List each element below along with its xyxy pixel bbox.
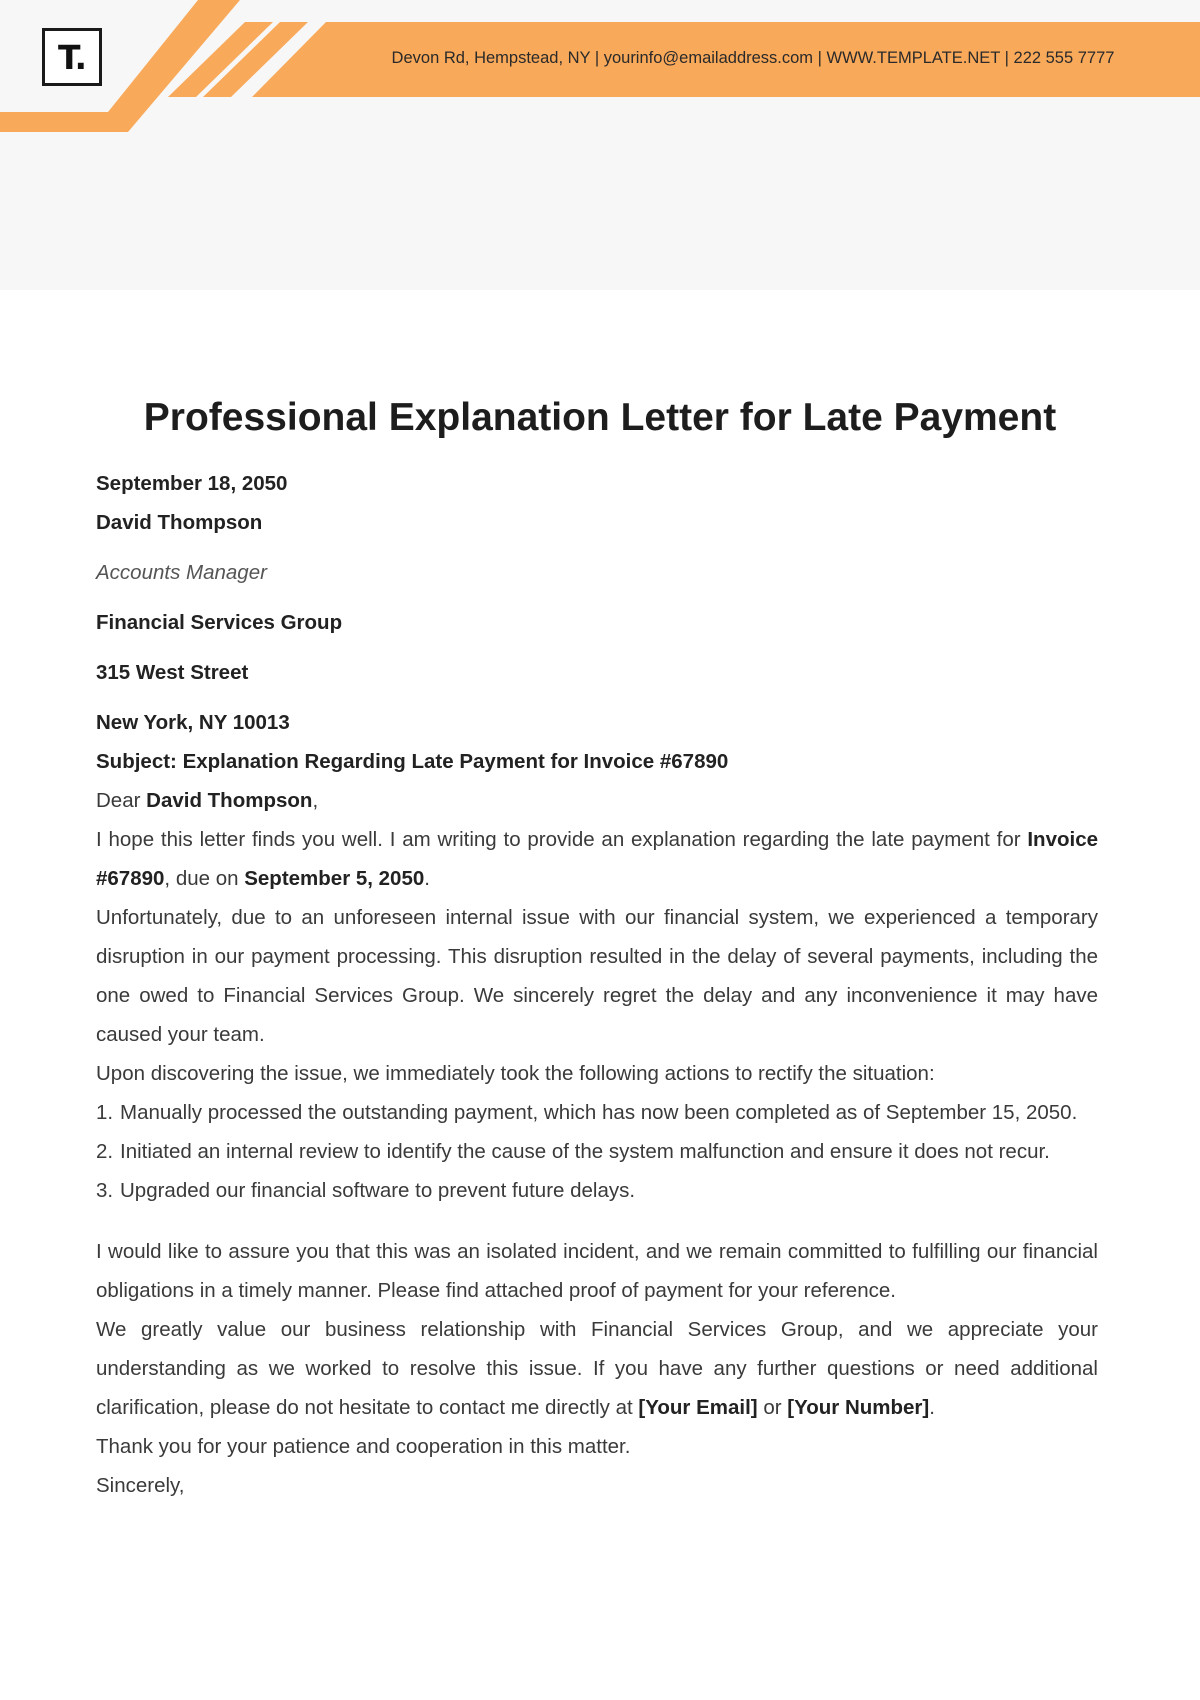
paragraph-6: Thank you for your patience and cooperation in this matter. bbox=[96, 1435, 631, 1458]
salutation-suffix: , bbox=[312, 789, 319, 812]
invoice-number: Invoice #67890 bbox=[96, 828, 1098, 890]
document-title: Professional Explanation Letter for Late Payment bbox=[143, 396, 1057, 439]
intro-paragraph bbox=[96, 820, 1098, 898]
header-decoration bbox=[0, 0, 1200, 140]
list-item bbox=[96, 1132, 1102, 1171]
contact-number-placeholder: [Your Number] bbox=[787, 1396, 930, 1419]
company-logo bbox=[42, 28, 102, 86]
list-item bbox=[96, 1093, 1102, 1132]
recipient-street: 315 West Street bbox=[96, 661, 249, 684]
salutation-name: David Thompson bbox=[146, 789, 313, 812]
actions-list bbox=[96, 1093, 1098, 1210]
paragraph-5 bbox=[96, 1310, 1098, 1427]
intro-text-3: . bbox=[424, 867, 430, 890]
contact-info: Devon Rd, Hempstead, NY | yourinfo@emailaddress.com | WWW.TEMPLATE.NET | 222 555 7777 bbox=[391, 49, 1115, 67]
contact-email-placeholder: [Your Email] bbox=[638, 1396, 758, 1419]
due-date: September 5, 2050 bbox=[244, 867, 425, 890]
list-item-number: 2. bbox=[96, 1140, 114, 1163]
closing: Sincerely, bbox=[96, 1474, 185, 1497]
intro-text-1: I hope this letter finds you well. I am writing to provide an explanation regarding the late payment for bbox=[96, 828, 1028, 851]
list-item-number: 1. bbox=[96, 1101, 114, 1124]
list-item-text: Initiated an internal review to identify the cause of the system malfunction and ensure it does not recur. bbox=[120, 1140, 1050, 1163]
paragraph-2: Unfortunately, due to an unforeseen internal issue with our financial system, we experienced a temporary disruption in our payment processing. This disruption resulted in the delay of several payments, including the one owed to Financial Services Group. We sincerely regret the delay and any inconvenience it may have caused your team. bbox=[96, 906, 1098, 1046]
salutation-prefix: Dear bbox=[96, 789, 147, 812]
paragraph-5-text-3: . bbox=[929, 1396, 935, 1419]
list-item-text: Manually processed the outstanding payment, which has now been completed as of September 15, 2050. bbox=[120, 1101, 1078, 1124]
list-item-number: 3. bbox=[96, 1179, 114, 1202]
letter-date: September 18, 2050 bbox=[96, 472, 288, 495]
recipient-position: Accounts Manager bbox=[96, 561, 267, 584]
intro-text-2: , due on bbox=[164, 867, 245, 890]
paragraph-5-text-1: We greatly value our business relationship with Financial Services Group, and we appreciate your understanding as we worked to resolve this issue. If you have any further questions or need additional clarification, please do not hesitate to contact me directly at bbox=[96, 1318, 1098, 1419]
recipient-city: New York, NY 10013 bbox=[96, 711, 290, 734]
list-item-text: Upgraded our financial software to prevent future delays. bbox=[120, 1179, 636, 1202]
letter-subject: Subject: Explanation Regarding Late Payment for Invoice #67890 bbox=[96, 750, 729, 773]
paragraph-5-text-2: or bbox=[757, 1396, 788, 1419]
paragraph-4: I would like to assure you that this was an isolated incident, and we remain committed to fulfilling our financial obligations in a timely manner. Please find attached proof of payment for your reference. bbox=[96, 1240, 1098, 1302]
letter-body bbox=[96, 464, 1098, 1505]
logo-text: T. bbox=[57, 37, 87, 77]
paragraph-3: Upon discovering the issue, we immediately took the following actions to rectify the situation: bbox=[96, 1062, 935, 1085]
list-item bbox=[96, 1171, 1102, 1210]
recipient-name: David Thompson bbox=[96, 511, 263, 534]
salutation bbox=[96, 781, 1098, 820]
recipient-company: Financial Services Group bbox=[96, 611, 343, 634]
